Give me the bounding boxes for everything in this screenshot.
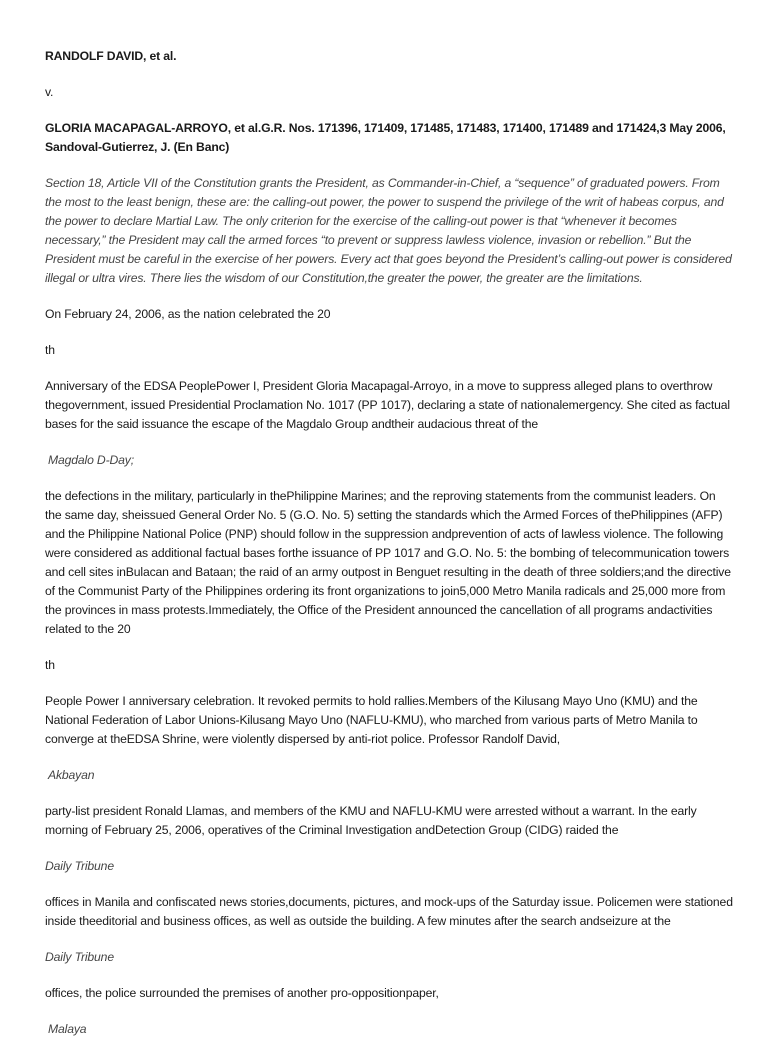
paragraph-4: People Power I anniversary celebration. It revoked permits to hold rallies.Members of the Kilusang Mayo Uno (KMU) and the National Federation of Labor Unions-Kilusang Mayo Uno (NAFLU-KMU), who marched from various parts of Metro Manila to converge at theEDSA Shrine, were violently dispersed by anti-riot police. Professor Randolf David, <box>45 694 698 746</box>
paragraph-7: offices, the police surrounded the premises of another pro-oppositionpaper, <box>45 986 439 1000</box>
paragraph-1: On February 24, 2006, as the nation celebrated the 20 <box>45 307 331 321</box>
document-page <box>45 47 735 1056</box>
italic-magdalo-dday: Magdalo D-Day; <box>48 453 134 467</box>
case-versus: v. <box>45 85 54 99</box>
italic-malaya: Malaya <box>48 1022 87 1036</box>
paragraph-2: Anniversary of the EDSA PeoplePower I, President Gloria Macapagal-Arroyo, in a move to suppress alleged plans to overthrow thegovernment, issued Presidential Proclamation No. 1017 (PP 1017), declaring a state of nationalemergency. She cited as factual bases for the said issuance the escape of the Magdalo Group andtheir audacious threat of the <box>45 379 730 431</box>
superscript-th-2: th <box>45 658 55 672</box>
paragraph-6: offices in Manila and confiscated news stories,documents, pictures, and mock-ups of the Saturday issue. Policemen were stationed inside theeditorial and business offices, as well as outside the building. A few minutes after the search andseizure at the <box>45 895 733 928</box>
italic-daily-tribune-1: Daily Tribune <box>45 859 114 873</box>
case-summary: Section 18, Article VII of the Constitution grants the President, as Commander-in-Chief, a “sequence” of graduated powers. From the most to the least benign, these are: the calling-out power, the power to suspend the privilege of the writ of habeas corpus, and the power to declare Martial Law. The only criterion for the exercise of the calling-out power is that “whenever it becomes necessary,” the President may call the armed forces “to prevent or suppress lawless violence, invasion or rebellion.” But the President must be careful in the exercise of her powers. Every act that goes beyond the President’s calling-out power is considered illegal or ultra vires. There lies the wisdom of our Constitution,the greater the power, the greater are the limitations. <box>45 176 732 285</box>
case-respondent-citation: GLORIA MACAPAGAL-ARROYO, et al.G.R. Nos. 171396, 171409, 171485, 171483, 171400, 171489 and 171424,3 May 2006, Sandoval-Gutierrez, J. (En Banc) <box>45 121 726 154</box>
superscript-th-1: th <box>45 343 55 357</box>
italic-daily-tribune-2: Daily Tribune <box>45 950 114 964</box>
case-petitioner: RANDOLF DAVID, et al. <box>45 49 177 63</box>
paragraph-3: the defections in the military, particularly in thePhilippine Marines; and the reproving statements from the communist leaders. On the same day, sheissued General Order No. 5 (G.O. No. 5) setting the standards which the Armed Forces of thePhilippines (AFP) and the Philippine National Police (PNP) should follow in the suppression andprevention of acts of lawless violence. The following were considered as additional factual bases forthe issuance of PP 1017 and G.O. No. 5: the bombing of telecommunication towers and cell sites inBulacan and Bataan; the raid of an army outpost in Benguet resulting in the death of three soldiers;and the directive of the Communist Party of the Philippines ordering its front organizations to join5,000 Metro Manila radicals and 25,000 more from the provinces in mass protests.Immediately, the Office of the President announced the cancellation of all programs andactivities related to the 20 <box>45 489 731 636</box>
paragraph-5: party-list president Ronald Llamas, and members of the KMU and NAFLU-KMU were arrested without a warrant. In the early morning of February 25, 2006, operatives of the Criminal Investigation andDetection Group (CIDG) raided the <box>45 804 697 837</box>
italic-akbayan: Akbayan <box>48 768 95 782</box>
